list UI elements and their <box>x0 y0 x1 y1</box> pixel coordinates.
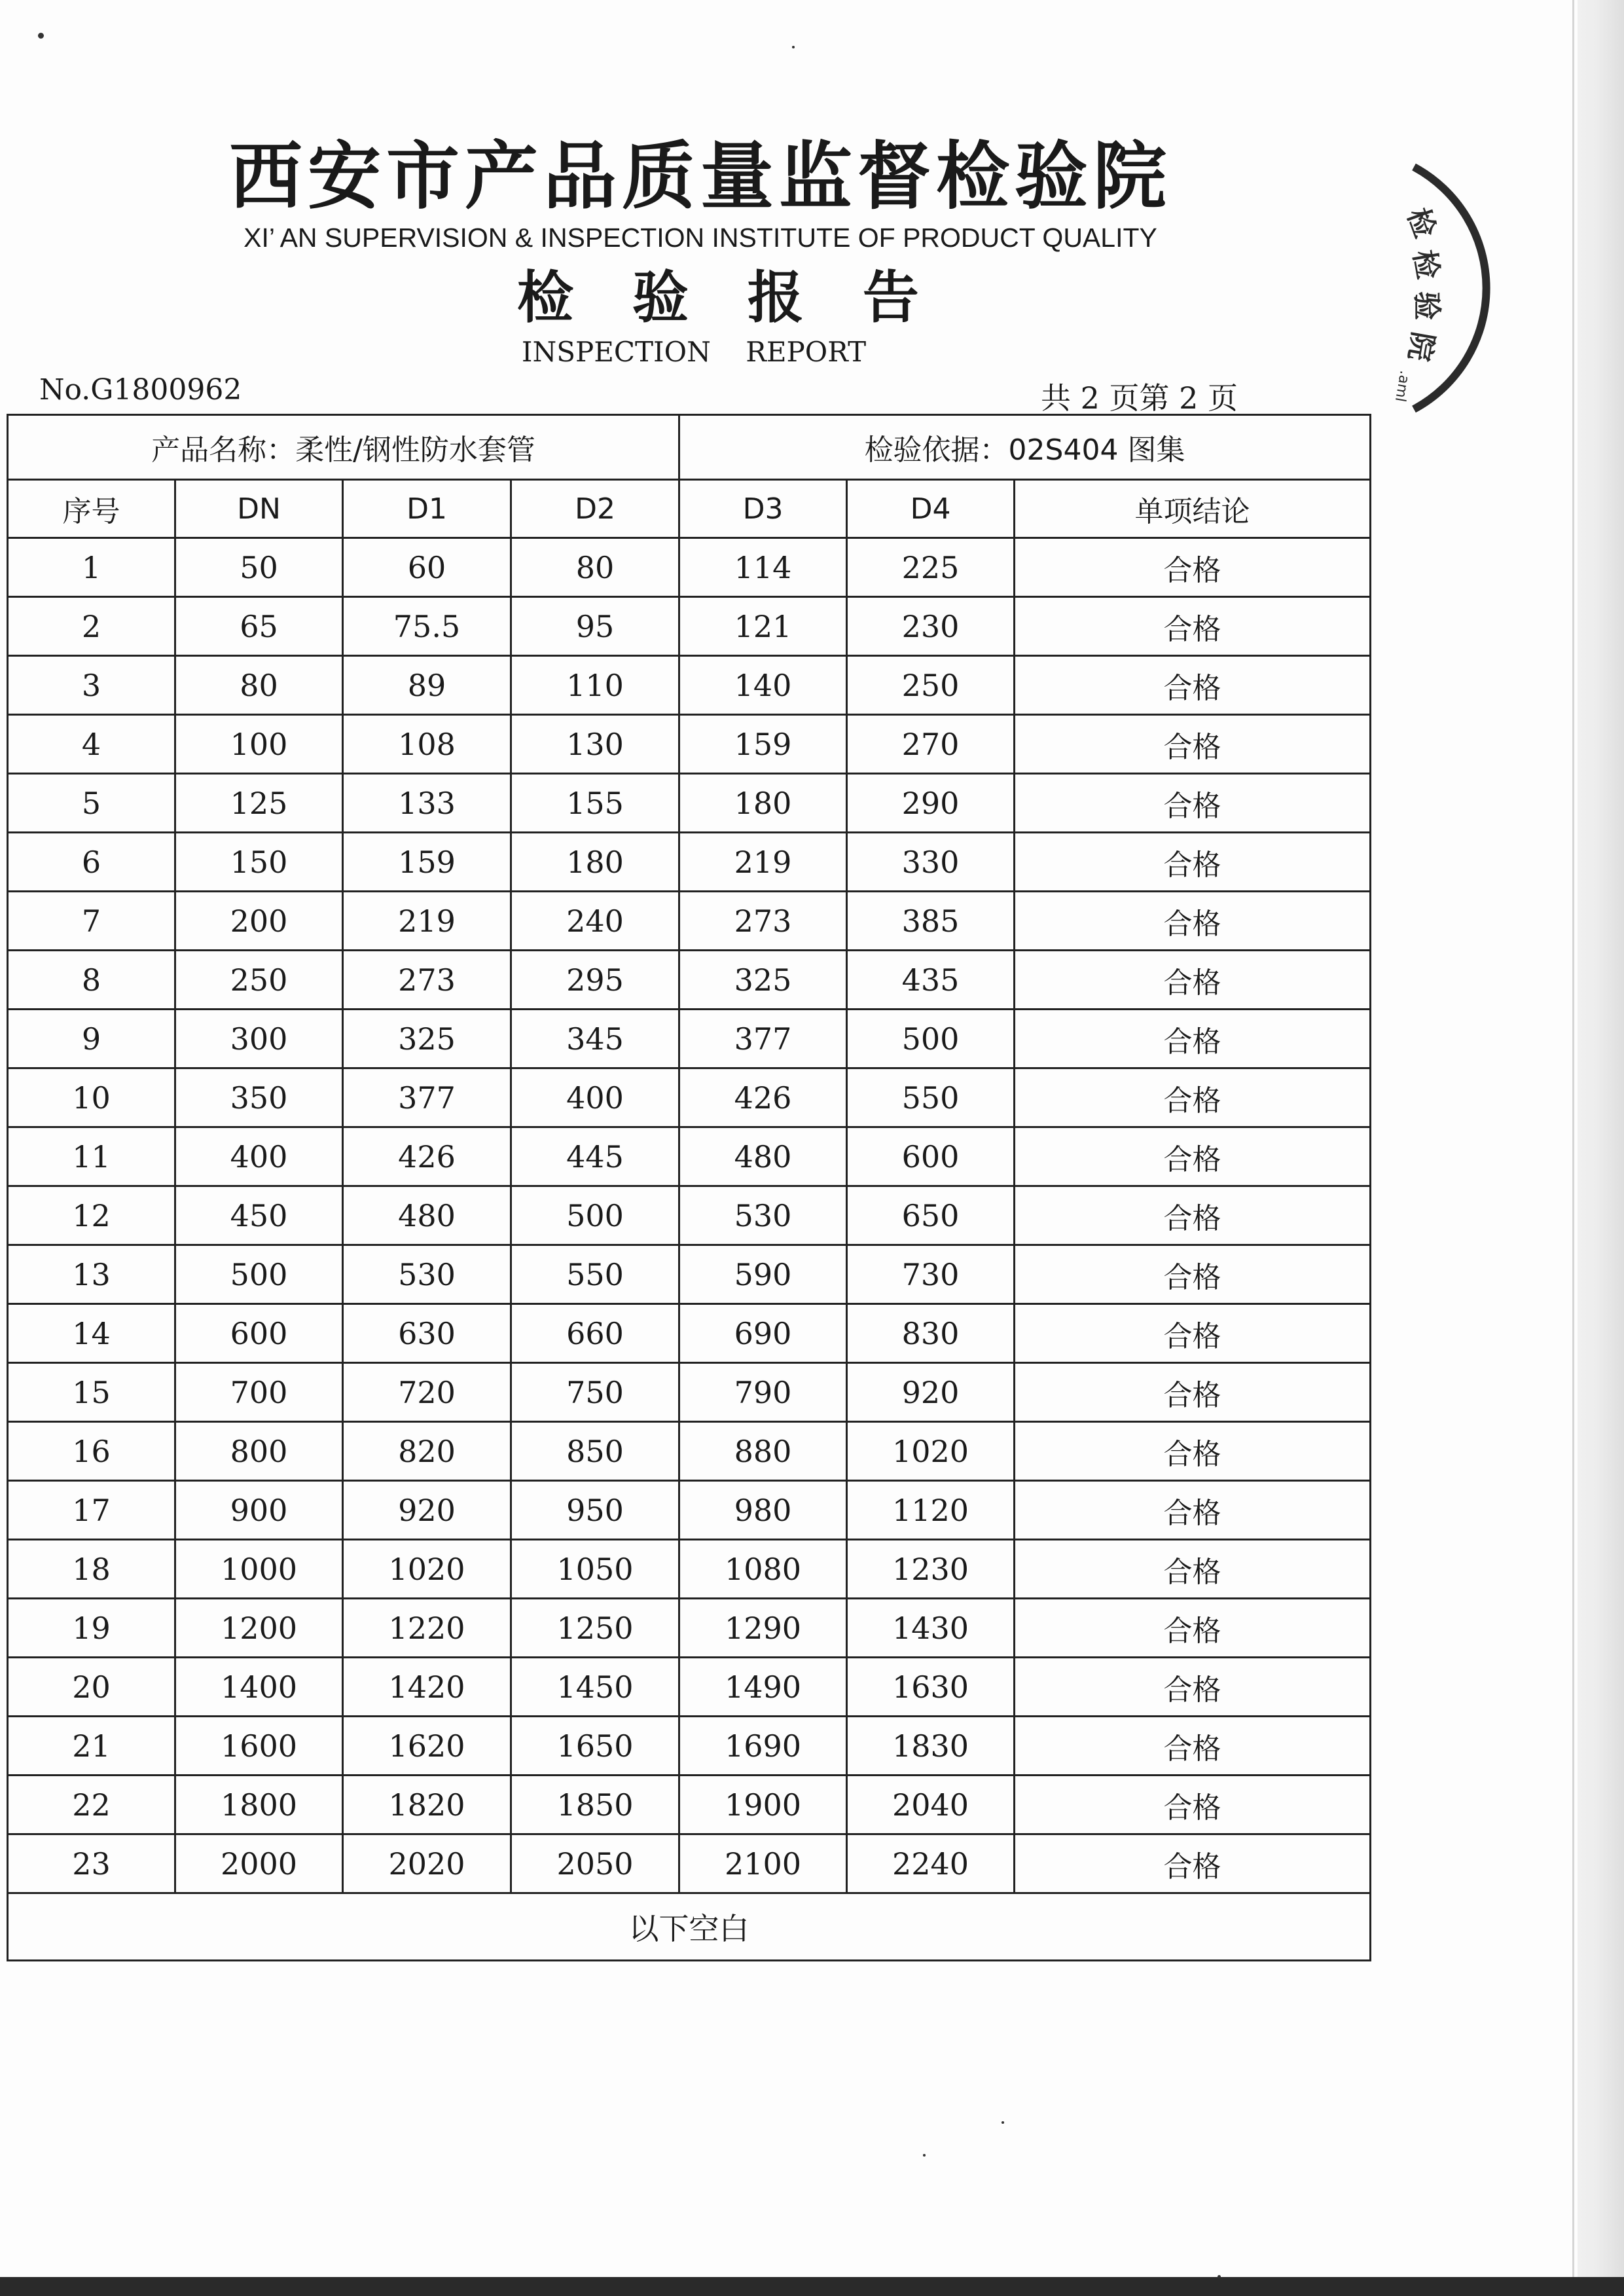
table-row <box>8 892 1371 951</box>
table-row <box>8 1245 1371 1304</box>
cell-d4: 225 <box>847 538 1015 597</box>
cell-dn: 450 <box>175 1186 343 1245</box>
col-header-d3: D3 <box>679 480 847 538</box>
cell-seq: 18 <box>8 1540 175 1599</box>
table-row <box>8 656 1371 715</box>
cell-dn: 80 <box>175 656 343 715</box>
cell-d3: 1290 <box>679 1599 847 1658</box>
table-row <box>8 1481 1371 1540</box>
cell-seq: 6 <box>8 833 175 892</box>
cell-d4: 270 <box>847 715 1015 774</box>
cell-d3: 1490 <box>679 1658 847 1717</box>
cell-d4: 650 <box>847 1186 1015 1245</box>
cell-d2: 95 <box>511 597 679 656</box>
cell-d2: 660 <box>511 1304 679 1363</box>
cell-d2: 80 <box>511 538 679 597</box>
cell-d2: 110 <box>511 656 679 715</box>
cell-d2: 445 <box>511 1127 679 1186</box>
table-row <box>8 1422 1371 1481</box>
cell-d1: 720 <box>343 1363 511 1422</box>
cell-d1: 1220 <box>343 1599 511 1658</box>
cell-d1: 108 <box>343 715 511 774</box>
scan-edge-line <box>1572 0 1574 2296</box>
cell-seq: 15 <box>8 1363 175 1422</box>
cell-dn: 125 <box>175 774 343 833</box>
cell-seq: 7 <box>8 892 175 951</box>
cell-conclusion: 合格 <box>1015 1834 1371 1893</box>
cell-d3: 219 <box>679 833 847 892</box>
cell-d4: 1120 <box>847 1481 1015 1540</box>
cell-d1: 530 <box>343 1245 511 1304</box>
cell-d3: 114 <box>679 538 847 597</box>
cell-dn: 1800 <box>175 1776 343 1834</box>
cell-d1: 820 <box>343 1422 511 1481</box>
cell-d1: 1020 <box>343 1540 511 1599</box>
cell-d4: 385 <box>847 892 1015 951</box>
table-row <box>8 1599 1371 1658</box>
table-row <box>8 597 1371 656</box>
cell-conclusion: 合格 <box>1015 1422 1371 1481</box>
cell-d2: 1050 <box>511 1540 679 1599</box>
cell-d3: 140 <box>679 656 847 715</box>
cell-d1: 133 <box>343 774 511 833</box>
cell-dn: 1000 <box>175 1540 343 1599</box>
table-row <box>8 1776 1371 1834</box>
cell-conclusion: 合格 <box>1015 1481 1371 1540</box>
cell-seq: 12 <box>8 1186 175 1245</box>
cell-d3: 121 <box>679 597 847 656</box>
cell-seq: 10 <box>8 1068 175 1127</box>
cell-seq: 17 <box>8 1481 175 1540</box>
cell-conclusion: 合格 <box>1015 656 1371 715</box>
cell-conclusion: 合格 <box>1015 892 1371 951</box>
cell-d2: 1250 <box>511 1599 679 1658</box>
cell-d4: 730 <box>847 1245 1015 1304</box>
cell-d3: 159 <box>679 715 847 774</box>
cell-dn: 150 <box>175 833 343 892</box>
report-title-en: INSPECTION REPORT <box>521 336 867 368</box>
cell-dn: 500 <box>175 1245 343 1304</box>
cell-d1: 273 <box>343 951 511 1010</box>
cell-dn: 900 <box>175 1481 343 1540</box>
cell-d1: 920 <box>343 1481 511 1540</box>
cell-dn: 250 <box>175 951 343 1010</box>
table-row <box>8 1658 1371 1717</box>
cell-d3: 480 <box>679 1127 847 1186</box>
cell-d2: 345 <box>511 1010 679 1068</box>
cell-d3: 590 <box>679 1245 847 1304</box>
cell-dn: 400 <box>175 1127 343 1186</box>
cell-conclusion: 合格 <box>1015 833 1371 892</box>
cell-conclusion: 合格 <box>1015 1658 1371 1717</box>
cell-d4: 2240 <box>847 1834 1015 1893</box>
cell-d3: 980 <box>679 1481 847 1540</box>
cell-seq: 14 <box>8 1304 175 1363</box>
blank-below-note: 以下空白 <box>8 1893 1371 1961</box>
cell-dn: 100 <box>175 715 343 774</box>
cell-seq: 2 <box>8 597 175 656</box>
cell-seq: 11 <box>8 1127 175 1186</box>
cell-d2: 400 <box>511 1068 679 1127</box>
table-row <box>8 833 1371 892</box>
cell-d4: 920 <box>847 1363 1015 1422</box>
cell-dn: 1400 <box>175 1658 343 1717</box>
scan-edge-right <box>1578 0 1624 2296</box>
cell-d2: 180 <box>511 833 679 892</box>
cell-d1: 377 <box>343 1068 511 1127</box>
inspection-table <box>7 414 1371 1961</box>
table-row <box>8 1304 1371 1363</box>
cell-conclusion: 合格 <box>1015 1304 1371 1363</box>
col-header-d1: D1 <box>343 480 511 538</box>
table-row <box>8 1834 1371 1893</box>
cell-d1: 219 <box>343 892 511 951</box>
cell-d1: 426 <box>343 1127 511 1186</box>
cell-dn: 700 <box>175 1363 343 1422</box>
svg-text:验: 验 <box>1410 291 1443 320</box>
svg-text:检: 检 <box>1407 247 1445 282</box>
cell-d1: 159 <box>343 833 511 892</box>
cell-d4: 330 <box>847 833 1015 892</box>
cell-dn: 300 <box>175 1010 343 1068</box>
svg-text:.aml: .aml <box>1391 369 1413 403</box>
page-count: 共 2 页第 2 页 <box>1041 380 1238 416</box>
cell-d1: 480 <box>343 1186 511 1245</box>
cell-seq: 19 <box>8 1599 175 1658</box>
cell-d1: 75.5 <box>343 597 511 656</box>
cell-seq: 9 <box>8 1010 175 1068</box>
cell-seq: 13 <box>8 1245 175 1304</box>
cell-d3: 1900 <box>679 1776 847 1834</box>
cell-d4: 1020 <box>847 1422 1015 1481</box>
scan-speck <box>792 46 795 48</box>
cell-dn: 1600 <box>175 1717 343 1776</box>
scan-speck <box>38 33 44 39</box>
cell-d3: 273 <box>679 892 847 951</box>
official-seal <box>1335 154 1506 416</box>
cell-conclusion: 合格 <box>1015 951 1371 1010</box>
cell-conclusion: 合格 <box>1015 1540 1371 1599</box>
cell-d2: 850 <box>511 1422 679 1481</box>
cell-seq: 22 <box>8 1776 175 1834</box>
cell-d4: 830 <box>847 1304 1015 1363</box>
svg-text:院: 院 <box>1401 329 1440 364</box>
cell-d2: 1450 <box>511 1658 679 1717</box>
cell-d3: 180 <box>679 774 847 833</box>
cell-d2: 950 <box>511 1481 679 1540</box>
cell-conclusion: 合格 <box>1015 597 1371 656</box>
cell-d3: 1690 <box>679 1717 847 1776</box>
cell-conclusion: 合格 <box>1015 1127 1371 1186</box>
cell-dn: 350 <box>175 1068 343 1127</box>
cell-d3: 530 <box>679 1186 847 1245</box>
cell-dn: 800 <box>175 1422 343 1481</box>
cell-conclusion: 合格 <box>1015 1776 1371 1834</box>
scan-speck <box>923 2154 926 2157</box>
cell-d2: 750 <box>511 1363 679 1422</box>
col-header-conclusion: 单项结论 <box>1015 480 1371 538</box>
table-row <box>8 1540 1371 1599</box>
cell-dn: 50 <box>175 538 343 597</box>
cell-d4: 500 <box>847 1010 1015 1068</box>
product-name-cell: 产品名称：柔性/钢性防水套管 <box>8 415 679 480</box>
cell-d2: 155 <box>511 774 679 833</box>
cell-dn: 65 <box>175 597 343 656</box>
cell-d4: 1830 <box>847 1717 1015 1776</box>
cell-d3: 690 <box>679 1304 847 1363</box>
cell-seq: 23 <box>8 1834 175 1893</box>
cell-d2: 500 <box>511 1186 679 1245</box>
cell-d3: 377 <box>679 1010 847 1068</box>
cell-d1: 325 <box>343 1010 511 1068</box>
cell-d2: 2050 <box>511 1834 679 1893</box>
cell-d3: 426 <box>679 1068 847 1127</box>
cell-d2: 130 <box>511 715 679 774</box>
table-row <box>8 951 1371 1010</box>
table-row <box>8 1186 1371 1245</box>
cell-d2: 295 <box>511 951 679 1010</box>
col-header-dn: DN <box>175 480 343 538</box>
cell-conclusion: 合格 <box>1015 1068 1371 1127</box>
cell-seq: 20 <box>8 1658 175 1717</box>
cell-d1: 2020 <box>343 1834 511 1893</box>
cell-seq: 16 <box>8 1422 175 1481</box>
cell-d4: 230 <box>847 597 1015 656</box>
cell-seq: 8 <box>8 951 175 1010</box>
table-row <box>8 1010 1371 1068</box>
institute-name-cn: 西安市产品质量监督检验院 <box>229 134 1172 219</box>
cell-conclusion: 合格 <box>1015 774 1371 833</box>
col-header-d4: D4 <box>847 480 1015 538</box>
cell-seq: 1 <box>8 538 175 597</box>
scan-speck <box>1001 2121 1004 2124</box>
table-row <box>8 538 1371 597</box>
cell-d4: 1230 <box>847 1540 1015 1599</box>
cell-d3: 1080 <box>679 1540 847 1599</box>
cell-dn: 600 <box>175 1304 343 1363</box>
cell-d2: 1850 <box>511 1776 679 1834</box>
cell-d3: 325 <box>679 951 847 1010</box>
cell-seq: 21 <box>8 1717 175 1776</box>
cell-d1: 1820 <box>343 1776 511 1834</box>
cell-conclusion: 合格 <box>1015 1599 1371 1658</box>
cell-d1: 630 <box>343 1304 511 1363</box>
table-header-row <box>8 480 1371 538</box>
cell-d1: 1420 <box>343 1658 511 1717</box>
svg-text:检: 检 <box>1400 204 1442 243</box>
col-header-seq: 序号 <box>8 480 175 538</box>
cell-d2: 550 <box>511 1245 679 1304</box>
table-row <box>8 774 1371 833</box>
cell-conclusion: 合格 <box>1015 538 1371 597</box>
cell-conclusion: 合格 <box>1015 1363 1371 1422</box>
cell-d2: 1650 <box>511 1717 679 1776</box>
seal-graphic <box>1335 154 1506 416</box>
cell-d3: 880 <box>679 1422 847 1481</box>
cell-d1: 89 <box>343 656 511 715</box>
cell-d4: 1430 <box>847 1599 1015 1658</box>
cell-conclusion: 合格 <box>1015 1245 1371 1304</box>
inspection-basis-cell: 检验依据：02S404 图集 <box>679 415 1371 480</box>
cell-conclusion: 合格 <box>1015 1186 1371 1245</box>
cell-dn: 2000 <box>175 1834 343 1893</box>
cell-d1: 60 <box>343 538 511 597</box>
cell-d4: 550 <box>847 1068 1015 1127</box>
cell-d1: 1620 <box>343 1717 511 1776</box>
table-info-row <box>8 415 1371 480</box>
cell-d4: 435 <box>847 951 1015 1010</box>
cell-dn: 1200 <box>175 1599 343 1658</box>
cell-seq: 5 <box>8 774 175 833</box>
cell-d4: 290 <box>847 774 1015 833</box>
cell-d2: 240 <box>511 892 679 951</box>
cell-conclusion: 合格 <box>1015 715 1371 774</box>
inspection-table-container <box>7 414 1369 1961</box>
cell-d3: 2100 <box>679 1834 847 1893</box>
cell-d4: 1630 <box>847 1658 1015 1717</box>
cell-seq: 4 <box>8 715 175 774</box>
table-row <box>8 1363 1371 1422</box>
report-number: No.G1800962 <box>39 373 242 407</box>
table-row <box>8 1068 1371 1127</box>
cell-d4: 250 <box>847 656 1015 715</box>
scan-speck <box>1218 2275 1221 2278</box>
cell-d4: 600 <box>847 1127 1015 1186</box>
cell-seq: 3 <box>8 656 175 715</box>
table-row <box>8 715 1371 774</box>
table-row <box>8 1717 1371 1776</box>
cell-conclusion: 合格 <box>1015 1717 1371 1776</box>
report-title-cn: 检 验 报 告 <box>517 265 939 331</box>
col-header-d2: D2 <box>511 480 679 538</box>
cell-d3: 790 <box>679 1363 847 1422</box>
table-row <box>8 1127 1371 1186</box>
institute-name-en: XI’ AN SUPERVISION & INSPECTION INSTITUTE OF PRODUCT QUALITY <box>244 223 1157 253</box>
scan-edge-bottom <box>0 2277 1624 2296</box>
cell-conclusion: 合格 <box>1015 1010 1371 1068</box>
cell-dn: 200 <box>175 892 343 951</box>
table-footer-row <box>8 1893 1371 1961</box>
cell-d4: 2040 <box>847 1776 1015 1834</box>
